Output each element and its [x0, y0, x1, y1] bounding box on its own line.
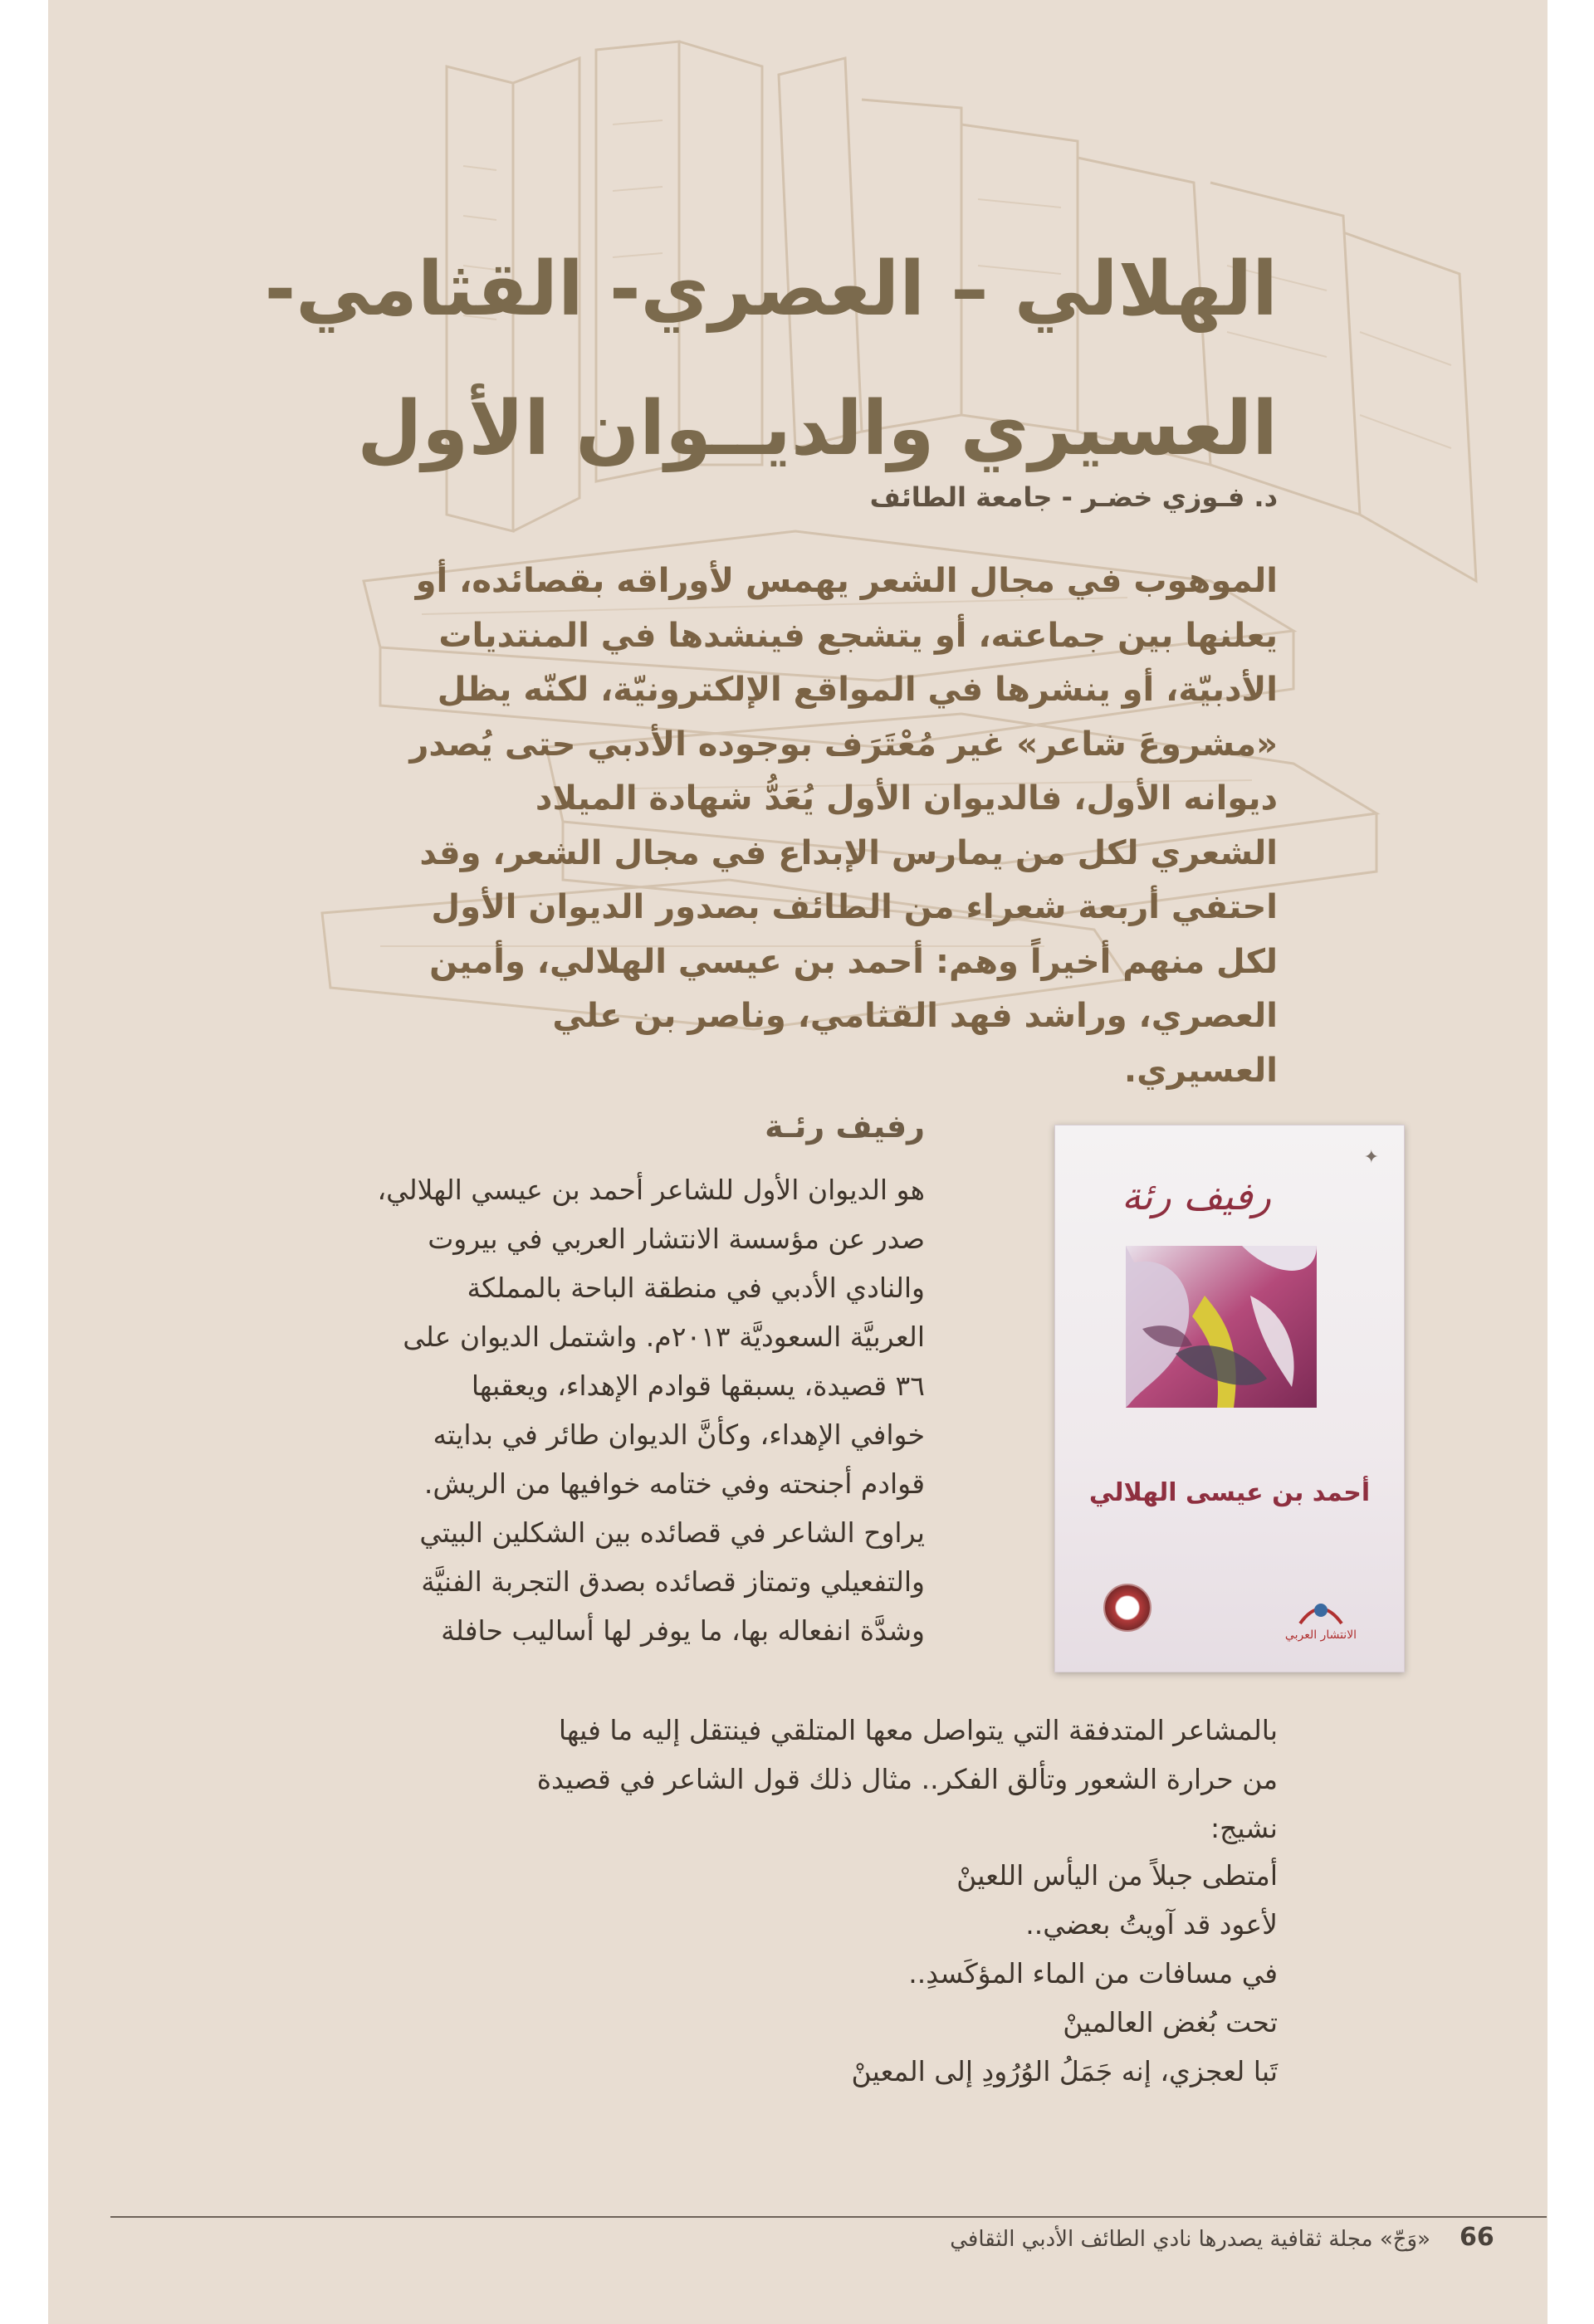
footer-caption: «وَجّ» مجلة ثقافية يصدرها نادي الطائف الأدبي الثقافي [950, 2227, 1430, 2252]
article-author: د. فـوزي خضـر - جامعة الطائف [869, 481, 1278, 513]
body-paragraph-2: بالمشاعر المتدفقة التي يتواصل معها المتلقي فينتقل إليه ما فيها من حرارة الشعور وتألق الفكر.. مثال ذلك قول الشاعر في قصيدة نشيج: [536, 1714, 1278, 1844]
emblem-icon: ✦ [1363, 1147, 1379, 1168]
article-title: الهلالي – العصري- القثامي- العسيري والديــوان الأول [264, 246, 1278, 472]
article-lead: الموهوب في مجال الشعر يهمس لأوراقه بقصائده، أو يعلنها بين جماعته، أو يتشجع فينشدها في المنتديات الأدبيّة، أو ينشرها في المواقع الإلكترونيّة، لكنّه يظل «مشروعَ شاعر» غير مُعْتَرَف بوجوده الأدبي حتى يُصدر ديوانه الأول، فالديوان الأول يُعَدُّ شهادة الميلاد الشعري لكل من يمارس الإبداع في مجال الشعر، وقد احتفي أربعة شعراء من الطائف بصدور الديوان الأول لكل منهم أخيراً وهم: أحمد بن عيسي الهلالي، وأمين العصري، وراشد فهد القثامي، وناصر بن علي العسيري. [409, 562, 1278, 1090]
publisher-name: الانتشار العربي [1284, 1628, 1357, 1642]
book-cover-title: رفيف رئة [1121, 1174, 1271, 1218]
book-cover-image [1054, 1125, 1405, 1672]
body-paragraph-1: هو الديوان الأول للشاعر أحمد بن عيسي الهلالي، صدر عن مؤسسة الانتشار العربي في بيروت والنادي الأدبي في منطقة الباحة بالمملكة العربيَّة السعوديَّة ٢٠١٣م. واشتمل الديوان على ٣٦ قصيدة، يسبقها قوادم الإهداء، ويعقبها خوافي الإهداء، وكأنَّ الديوان طائر في بدايته قوادم أجنحته وفي ختامه خوافيها من الريش. يراوح الشاعر في قصائده بين الشكلين البيتي والتفعيلي وتمتاز قصائده بصدق التجربة الفنيَّة وشدَّة انفعاله بها، ما يوفر لها أساليب حافلة [377, 1174, 925, 1647]
abstract-artwork [1126, 1246, 1317, 1408]
poem-excerpt: أمتطى جبلاً من اليأس اللعينْ لأعود قد آويتُ بعضي.. في مسافات من الماء المؤكَسدِ.. تحت بُغض العالمينْ تَبا لعجزي، إنه جَمَلُ الوُرُودِ إلى المعينْ [851, 1859, 1278, 2087]
publisher-logo-icon [1296, 1590, 1346, 1630]
section-title: رفيف رئـة [765, 1108, 925, 1145]
footer-divider [110, 2216, 1547, 2218]
page-number: 66 [1460, 2223, 1494, 2252]
book-cover-author: أحمد بن عيسى الهلالي [1088, 1478, 1371, 1507]
club-seal-icon [1103, 1584, 1151, 1632]
magazine-page [48, 0, 1548, 2324]
